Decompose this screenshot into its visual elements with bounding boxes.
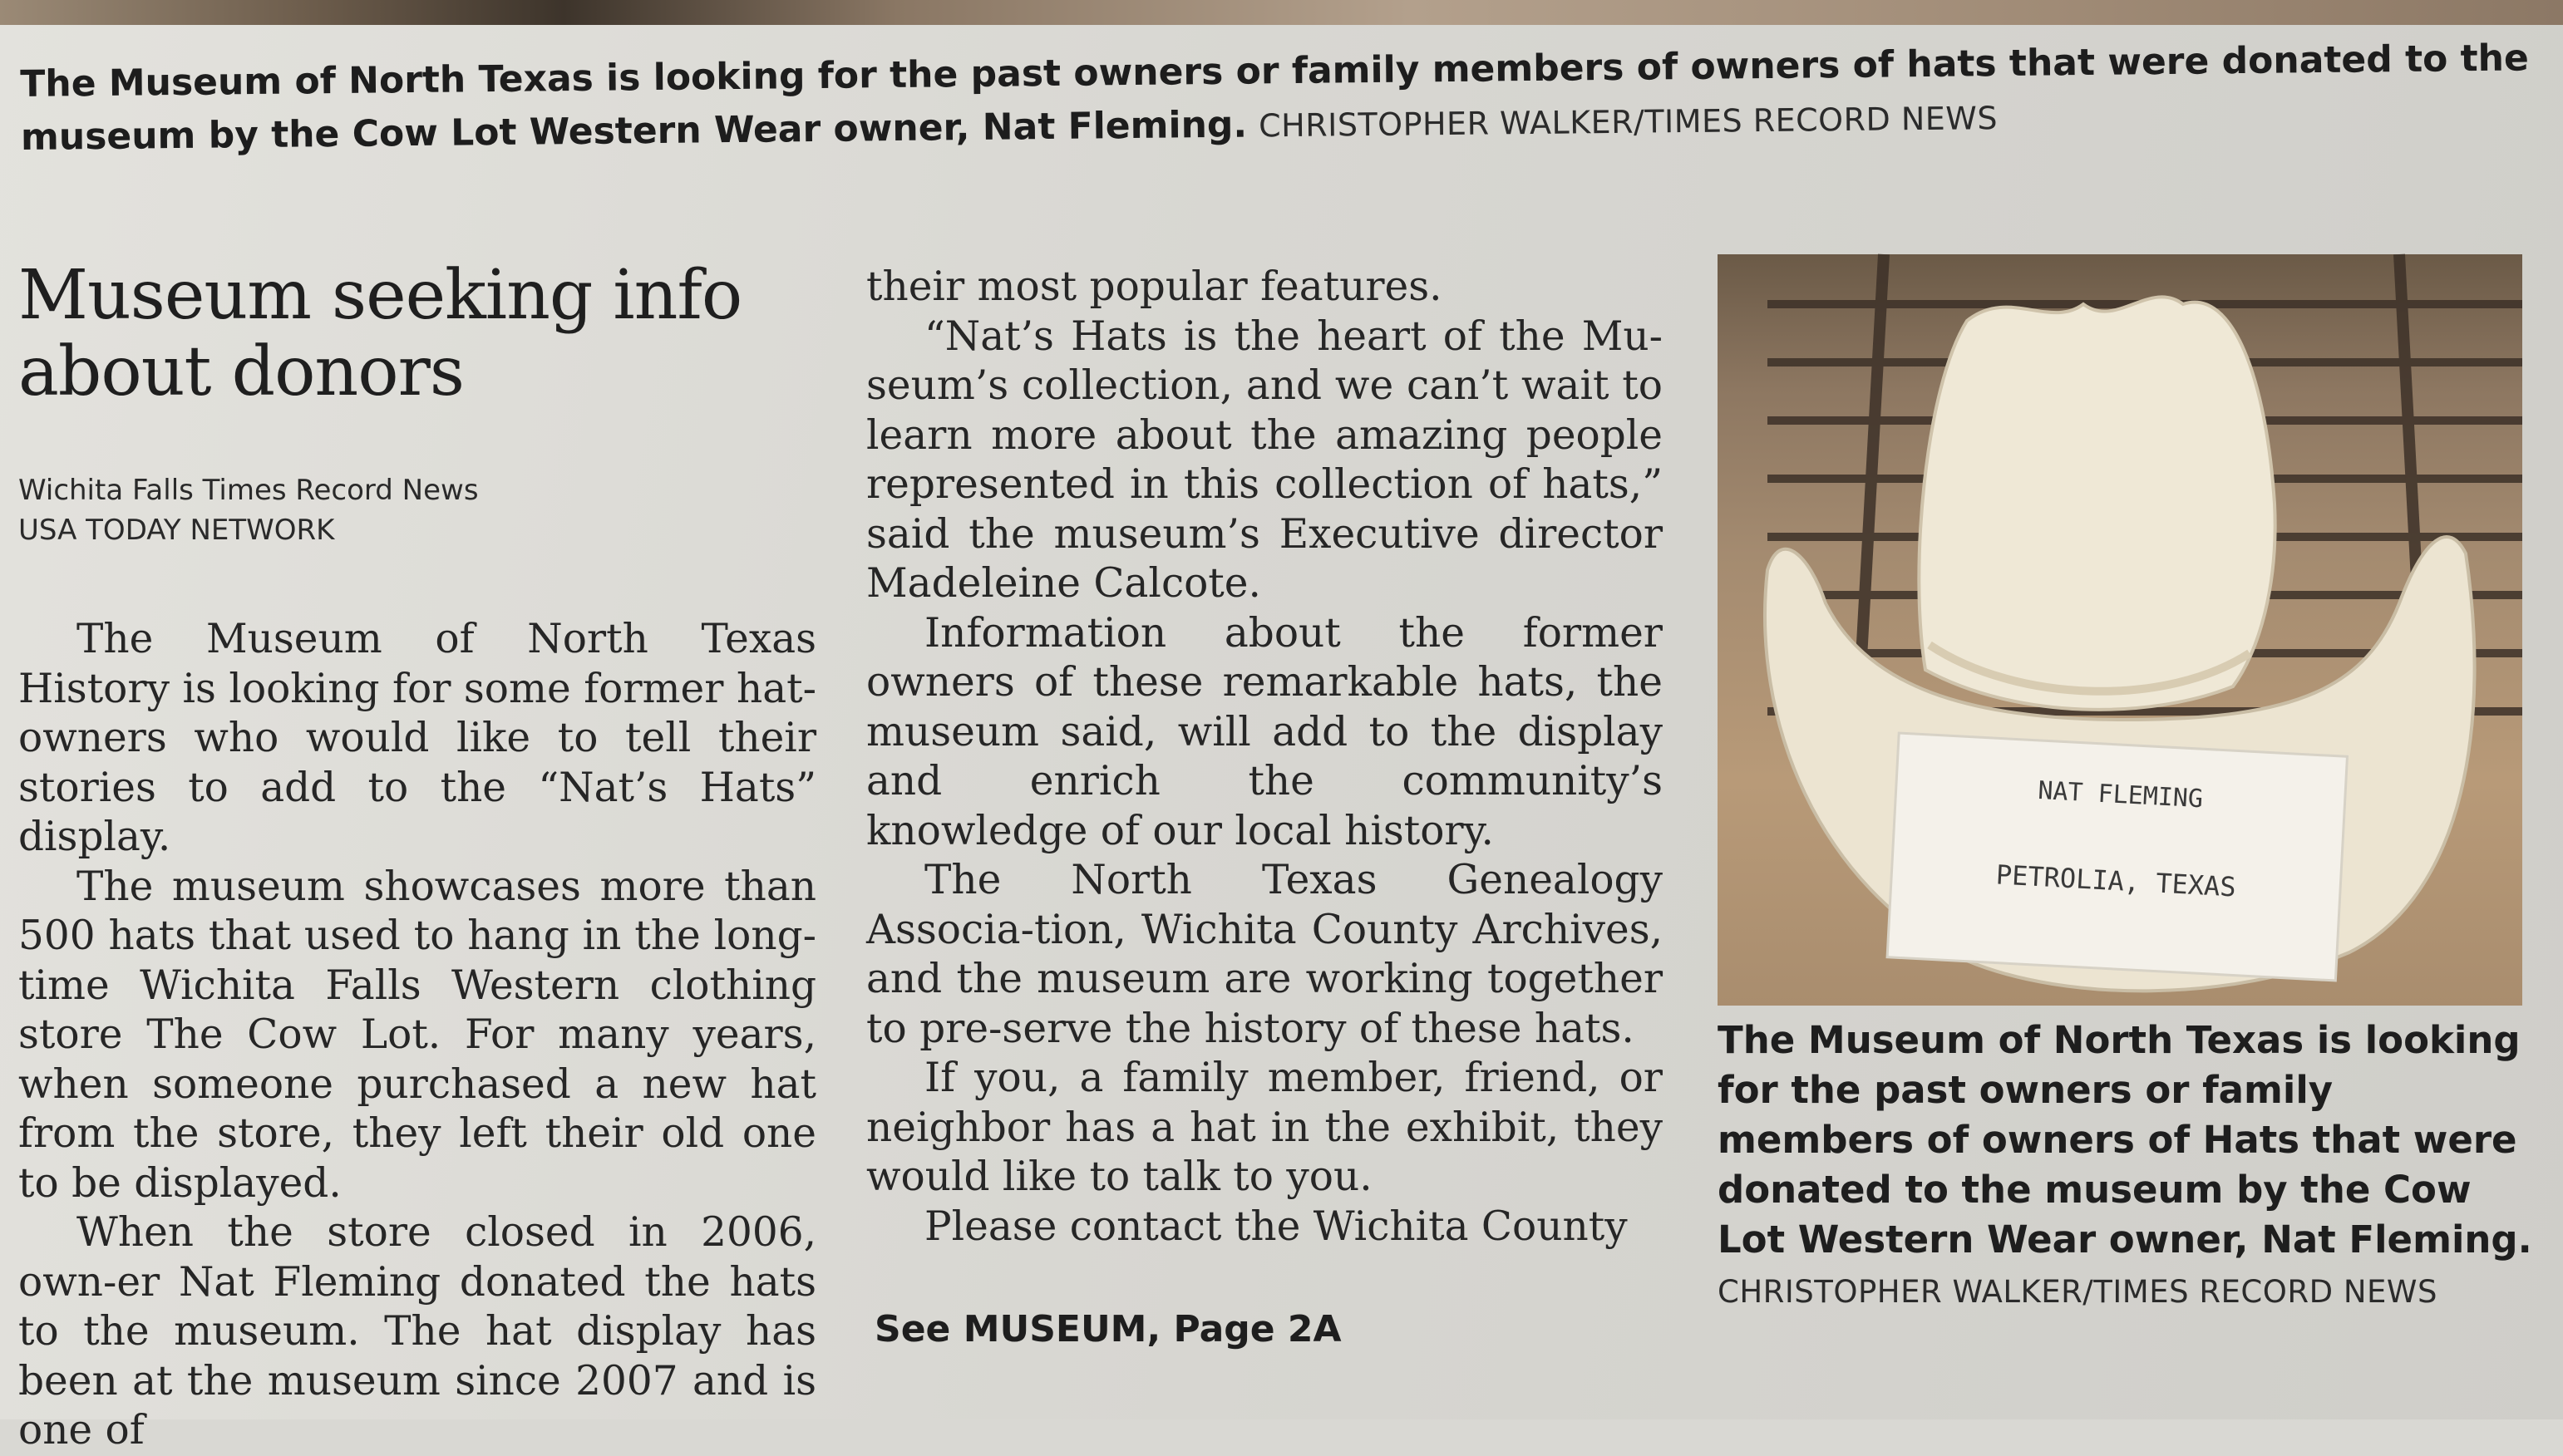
top-photo-strip — [0, 0, 2563, 25]
top-caption-text: The Museum of North Texas is looking for the past owners or family members of owners of hats that were donated to the museum by the Cow Lot Western Wear owner, Nat Fleming. — [20, 37, 2530, 159]
byline-network: USA TODAY NETWORK — [18, 514, 335, 547]
article-headline: Museum seeking info about donors — [18, 256, 742, 411]
paragraph: The museum showcases more than 500 hats that used to hang in the long-time Wichita Falls Western clothing store The Cow Lot. For many years, when someone purchased a new hat from the store, they left their old one to be displayed. — [18, 863, 816, 1207]
photo-caption-credit: CHRISTOPHER WALKER/TIMES RECORD NEWS — [1718, 1274, 2437, 1310]
paragraph: “Nat’s Hats is the heart of the Mu-seum’s collection, and we can’t wait to learn more about the amazing people represented in this collection of hats,” said the museum’s Executive director Madeleine Calcote. — [866, 312, 1663, 607]
byline-source: Wichita Falls Times Record News — [18, 474, 479, 507]
top-photo-caption — [20, 32, 2531, 165]
paragraph: The North Texas Genealogy Associa-tion, Wichita County Archives, and the museum are working together to pre-serve the history of these hats. — [866, 857, 1663, 1052]
card-location: PETROLIA, TEXAS — [1994, 858, 2237, 903]
paragraph: When the store closed in 2006, own-er Nat Fleming donated the hats to the museum. The hat display has been at the museum since 2007 and is one of — [18, 1209, 816, 1454]
article-column-2 — [866, 263, 1663, 1252]
paragraph-continued: their most popular features. — [866, 263, 1442, 310]
paragraph: The Museum of North Texas History is looking for some former hat-owners who would like to tell their stories to add to the “Nat’s Hats” display. — [18, 616, 816, 860]
cowboy-hat-illustration — [1718, 254, 2522, 1006]
photo-caption-text: The Museum of North Texas is looking for the past owners or family members of owners of Hats that were donated to the museum by the Cow Lot Western Wear owner, Nat Fleming. — [1718, 1018, 2532, 1262]
name-card — [1887, 733, 2347, 981]
card-name: NAT FLEMING — [2037, 775, 2204, 814]
top-caption-credit: CHRISTOPHER WALKER/TIMES RECORD NEWS — [1258, 100, 1999, 145]
see-more-jump: See MUSEUM, Page 2A — [875, 1308, 1342, 1350]
paragraph: Information about the former owners of these remarkable hats, the museum said, will add to the display and enrich the community’s knowledge of our local history. — [866, 609, 1663, 854]
cowboy-hat-photo — [1718, 254, 2522, 1006]
byline — [18, 470, 766, 550]
paragraph: Please contact the Wichita County — [924, 1203, 1628, 1250]
article-column-1 — [18, 615, 816, 1456]
hat-crown — [1919, 297, 2275, 710]
photo-caption — [1718, 1016, 2541, 1316]
paragraph: If you, a family member, friend, or neighbor has a hat in the exhibit, they would like to talk to you. — [866, 1055, 1663, 1200]
